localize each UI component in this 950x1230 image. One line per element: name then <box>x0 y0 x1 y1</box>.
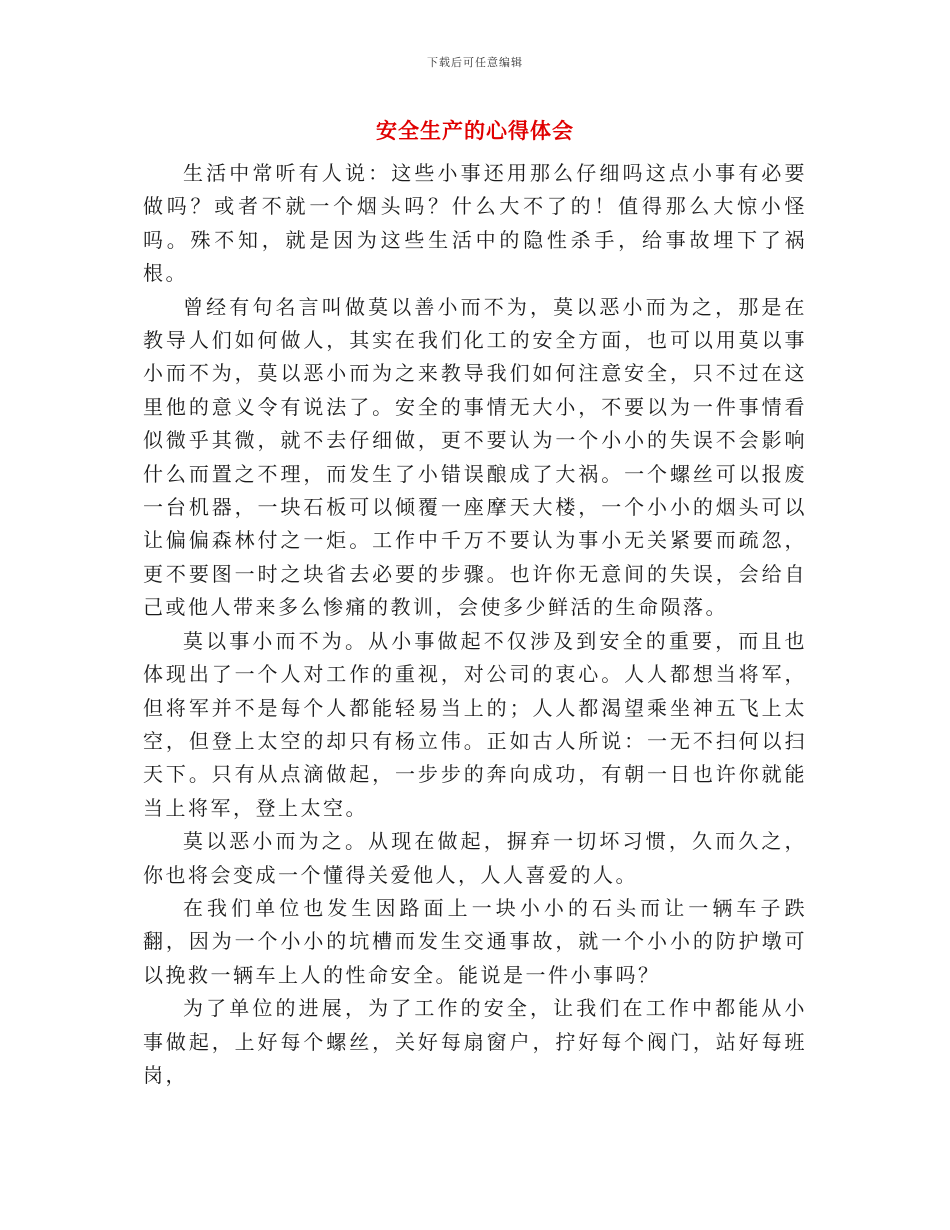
document-title: 安全生产的心得体会 <box>376 118 574 143</box>
paragraph-6: 为了单位的进展，为了工作的安全，让我们在工作中都能从小事做起，上好每个螺丝，关好每扇窗户，拧好每个阀门，站好每班岗， <box>143 996 807 1087</box>
paragraph-2: 曾经有句名言叫做莫以善小而不为，莫以恶小而为之，那是在教导人们如何做人，其实在我们化工的安全方面，也可以用莫以事小而不为，莫以恶小而为之来教导我们如何注意安全，只不过在这里他的意义令有说法了。安全的事情无大小，不要以为一件事情看似微乎其微，就不去仔细做，更不要认为一个小小的失误不会影响什么而置之不理，而发生了小错误酿成了大祸。一个螺丝可以报废一台机器，一块石板可以倾覆一座摩天大楼，一个小小的烟头可以让偏偏森林付之一炬。工作中千万不要认为事小无关紧要而疏忽，更不要图一时之块省去必要的步骤。也许你无意间的失误，会给自己或他人带来多么惨痛的教训，会使多少鲜活的生命陨落。 <box>143 294 807 620</box>
document-body <box>143 157 807 1092</box>
page-header-note: 下载后可任意编辑 <box>427 56 523 69</box>
paragraph-4: 莫以恶小而为之。从现在做起，摒弃一切坏习惯，久而久之，你也将会变成一个懂得关爱他人，人人喜爱的人。 <box>143 829 807 887</box>
paragraph-1: 生活中常听有人说：这些小事还用那么仔细吗这点小事有必要做吗？或者不就一个烟头吗？什么大不了的！值得那么大惊小怪吗。殊不知，就是因为这些生活中的隐性杀手，给事故埋下了祸根。 <box>143 161 807 286</box>
paragraph-3: 莫以事小而不为。从小事做起不仅涉及到安全的重要，而且也体现出了一个人对工作的重视，对公司的衷心。人人都想当将军，但将军并不是每个人都能轻易当上的；人人都渴望乘坐神五飞上太空，但登上太空的却只有杨立伟。正如古人所说：一无不扫何以扫天下。只有从点滴做起，一步步的奔向成功，有朝一日也许你就能当上将军，登上太空。 <box>143 628 807 820</box>
paragraph-5: 在我们单位也发生因路面上一块小小的石头而让一辆车子跌翻，因为一个小小的坑槽而发生交通事故，就一个小小的防护墩可以挽救一辆车上人的性命安全。能说是一件小事吗？ <box>143 895 807 987</box>
